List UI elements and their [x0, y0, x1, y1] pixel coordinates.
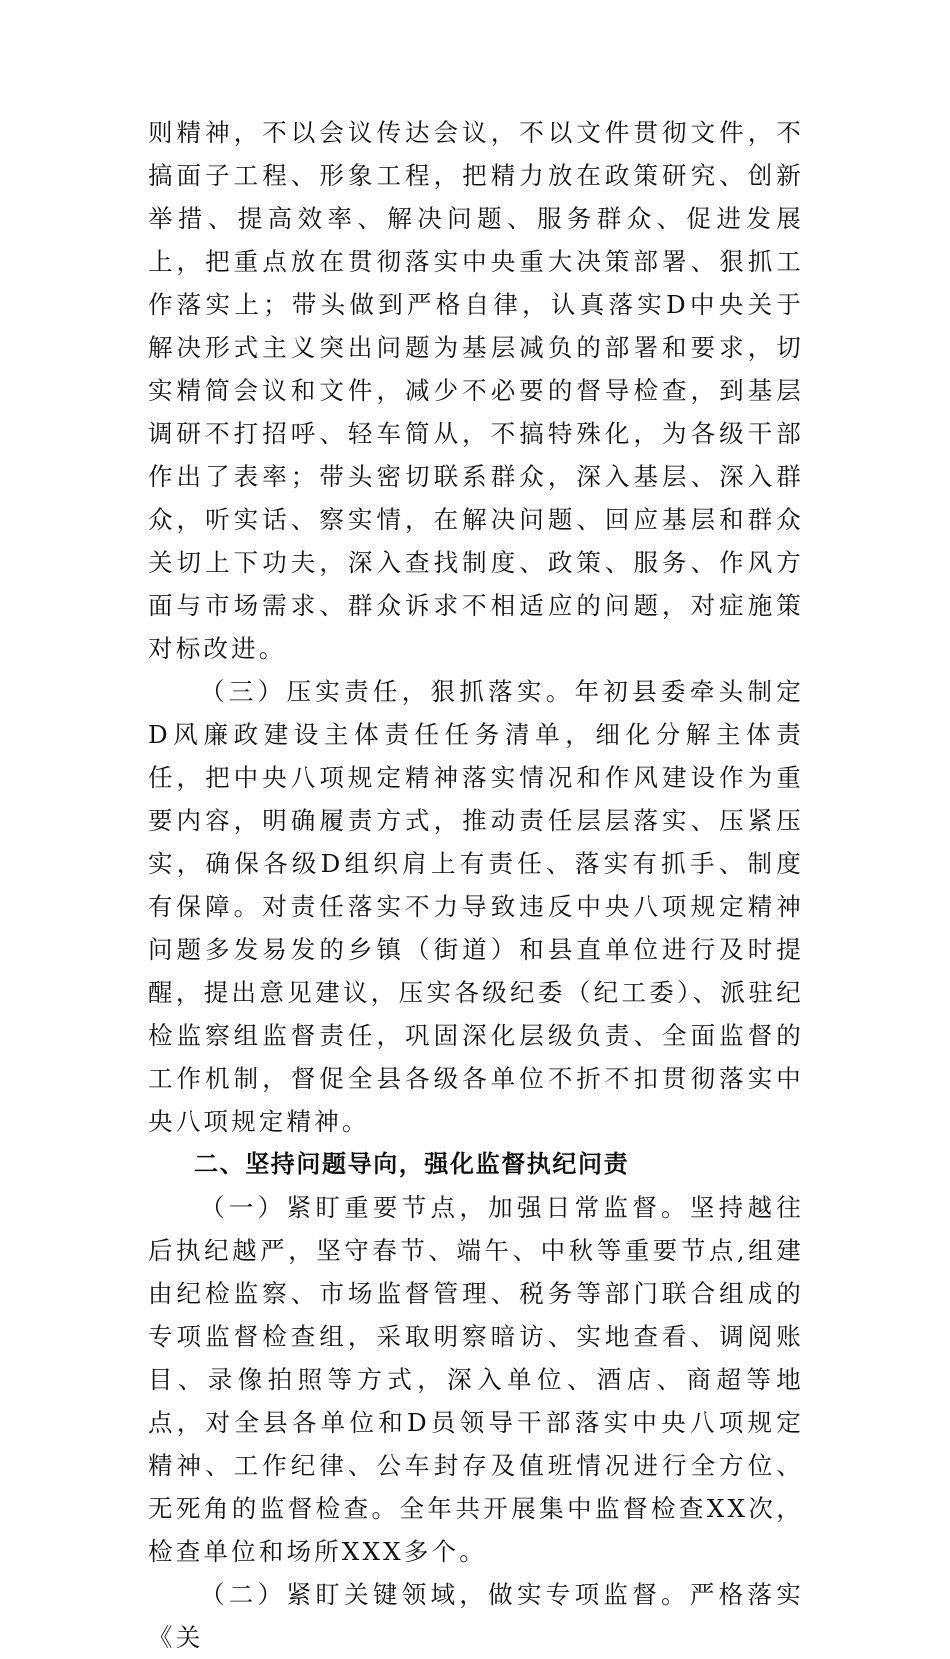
- section-heading-2: 二、坚持问题导向，强化监督执纪问责: [194, 1150, 630, 1178]
- body-paragraph-subsection-2: （二）紧盯关键领域，做实专项监督。严格落实《关: [148, 1580, 804, 1652]
- body-paragraph-section-3: （三）压实责任，狠抓落实。年初县委牵头制定D风廉政建设主体责任任务清单，细化分解主体责任，把中央八项规定精神落实情况和作风建设作为重要内容，明确履责方式，推动责任层层落实、压紧压实，确保各级D组织肩上有责任、落实有抓手、制度有保障。对责任落实不力导致违反中央八项规定精神问题多发易发的乡镇（街道）和县直单位进行及时提醒，提出意见建议，压实各级纪委（纪工委）、派驻纪检监察组监督责任，巩固深化层级负责、全面监督的工作机制，督促全县各级各单位不折不扣贯彻落实中央八项规定精神。: [148, 677, 804, 1136]
- body-paragraph-subsection-1: （一）紧盯重要节点，加强日常监督。坚持越往后执纪越严，坚守春节、端午、中秋等重要节点,组建由纪检监察、市场监督管理、税务等部门联合组成的专项监督检查组，采取明察暗访、实地查看、调阅账目、录像拍照等方式，深入单位、酒店、商超等地点，对全县各单位和D员领导干部落实中央八项规定精神、工作纪律、公车封存及值班情况进行全方位、无死角的监督检查。全年共开展集中监督检查XX次，检查单位和场所XXX多个。: [148, 1193, 804, 1566]
- document-page: [148, 111, 804, 1659]
- body-paragraph-continuation: 则精神，不以会议传达会议，不以文件贯彻文件，不搞面子工程、形象工程，把精力放在政策研究、创新举措、提高效率、解决问题、服务群众、促进发展上，把重点放在贯彻落实中央重大决策部署、狠抓工作落实上；带头做到严格自律，认真落实D中央关于解决形式主义突出问题为基层减负的部署和要求，切实精简会议和文件，减少不必要的督导检查，到基层调研不打招呼、轻车简从，不搞特殊化，为各级干部作出了表率；带头密切联系群众，深入基层、深入群众，听实话、察实情，在解决问题、回应基层和群众关切上下功夫，深入查找制度、政策、服务、作风方面与市场需求、群众诉求不相适应的问题，对症施策对标改进。: [148, 118, 804, 663]
